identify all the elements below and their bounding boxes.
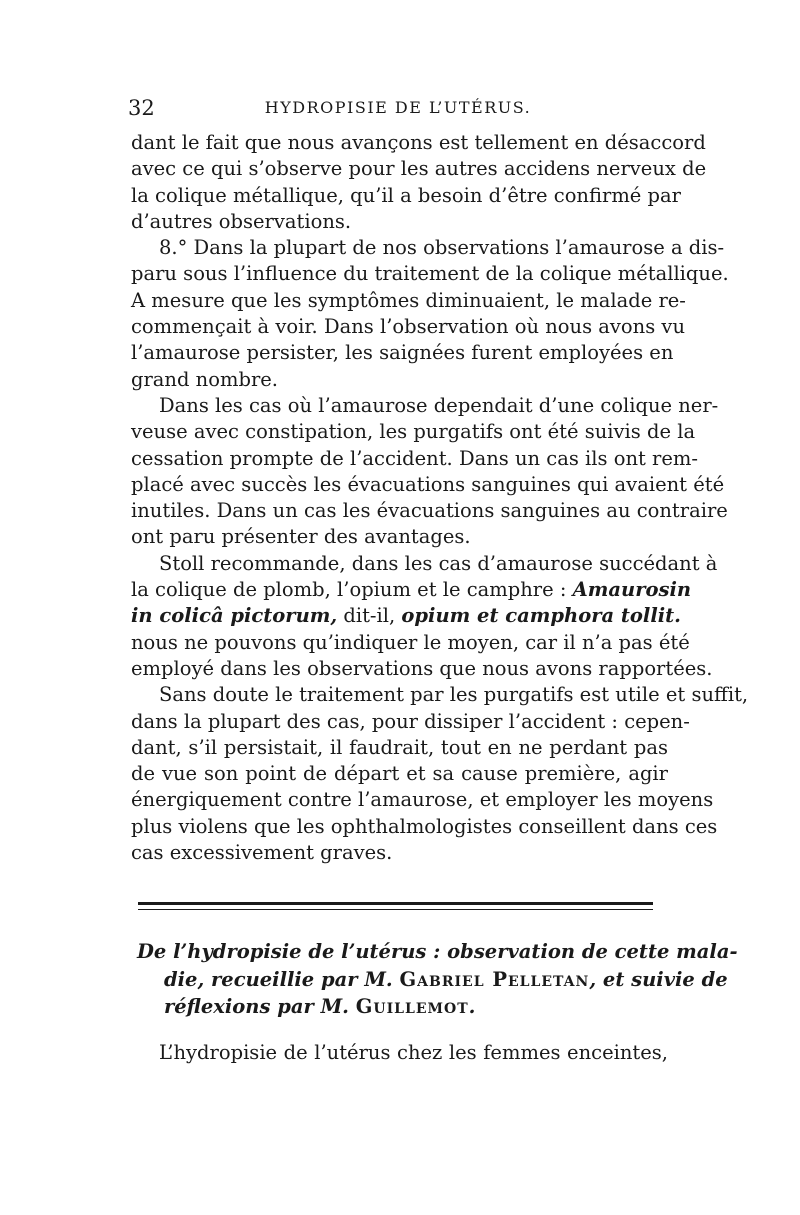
text-line: placé avec succès les évacuations sanguines qui avaient été xyxy=(131,472,725,496)
text-line xyxy=(131,577,692,603)
text-line xyxy=(131,603,681,629)
text-line: dant le fait que nous avançons est tellement en désaccord xyxy=(131,131,706,154)
heading-line: De l’hydropisie de l’utérus : observation de cette mala- xyxy=(137,940,738,963)
author-name: Gabriel Pelletan xyxy=(399,967,590,991)
latin-quote: in colicâ pictorum, xyxy=(131,604,338,628)
text-line: cessation prompte de l’accident. Dans un cas ils ont rem- xyxy=(131,446,698,470)
text-line: d’autres observations. xyxy=(131,209,352,233)
section-text xyxy=(131,1040,668,1066)
text-line: nous ne pouvons qu’indiquer le moyen, car il n’a pas été xyxy=(131,630,690,654)
latin-quote: opium et camphora tollit. xyxy=(401,604,681,628)
text-segment: la colique de plomb, l’opium et le camphre : xyxy=(131,578,567,602)
text-line: Sans doute le traitement par les purgatifs est utile et suffit, xyxy=(159,683,749,707)
text-segment: dit-il, xyxy=(343,604,396,628)
text-line: A mesure que les symptômes diminuaient, le malade re- xyxy=(131,288,686,312)
section-divider-thin xyxy=(138,909,653,910)
text-line: 8.° Dans la plupart de nos observations l’amaurose a dis- xyxy=(159,236,725,260)
text-line: paru sous l’influence du traitement de la colique métallique. xyxy=(131,262,729,286)
heading-line xyxy=(137,966,728,994)
running-title: HYDROPISIE DE L’UTÉRUS. xyxy=(264,98,532,117)
text-line: Stoll recommande, dans les cas d’amaurose succédant à xyxy=(159,551,718,575)
text-line: Dans les cas où l’amaurose dependait d’une colique ner- xyxy=(159,393,719,417)
text-line: employé dans les observations que nous avons rapportées. xyxy=(131,656,713,680)
text-line: avec ce qui s’observe pour les autres accidens nerveux de xyxy=(131,157,707,181)
text-line: L’hydropisie de l’utérus chez les femmes enceintes, xyxy=(159,1041,668,1064)
text-line: grand nombre. xyxy=(131,367,279,391)
heading-line xyxy=(137,993,670,1021)
text-line: cas excessivement graves. xyxy=(131,841,393,865)
section-divider-thick xyxy=(138,902,653,905)
latin-quote: Amaurosin xyxy=(572,578,692,602)
text-line: inutiles. Dans un cas les évacuations sanguines au contraire xyxy=(131,499,728,523)
text-line: veuse avec constipation, les purgatifs ont été suivis de la xyxy=(131,420,696,444)
heading-segment: die, recueillie par M. xyxy=(164,967,393,991)
heading-segment: . xyxy=(468,995,476,1018)
author-name: Guillemot xyxy=(355,995,469,1018)
main-text xyxy=(131,130,749,866)
text-line: ont paru présenter des avantages. xyxy=(131,525,471,549)
heading-segment: , et suivie de xyxy=(589,967,728,991)
text-line: de vue son point de départ et sa cause première, agir xyxy=(131,762,668,786)
text-line: dans la plupart des cas, pour dissiper l’accident : cepen- xyxy=(131,709,690,733)
page-header xyxy=(128,96,668,126)
text-line: plus violens que les ophthalmologistes conseillent dans ces xyxy=(131,814,718,838)
section-heading xyxy=(137,938,738,1021)
text-line: la colique métallique, qu’il a besoin d’être confirmé par xyxy=(131,183,681,207)
text-line: dant, s’il persistait, il faudrait, tout en ne perdant pas xyxy=(131,735,668,759)
text-line: énergiquement contre l’amaurose, et employer les moyens xyxy=(131,788,714,812)
text-line: commençait à voir. Dans l’observation où nous avons vu xyxy=(131,315,685,339)
heading-segment: réflexions par M. xyxy=(164,995,349,1018)
page-number: 32 xyxy=(128,96,155,120)
text-line: l’amaurose persister, les saignées furent employées en xyxy=(131,341,674,365)
